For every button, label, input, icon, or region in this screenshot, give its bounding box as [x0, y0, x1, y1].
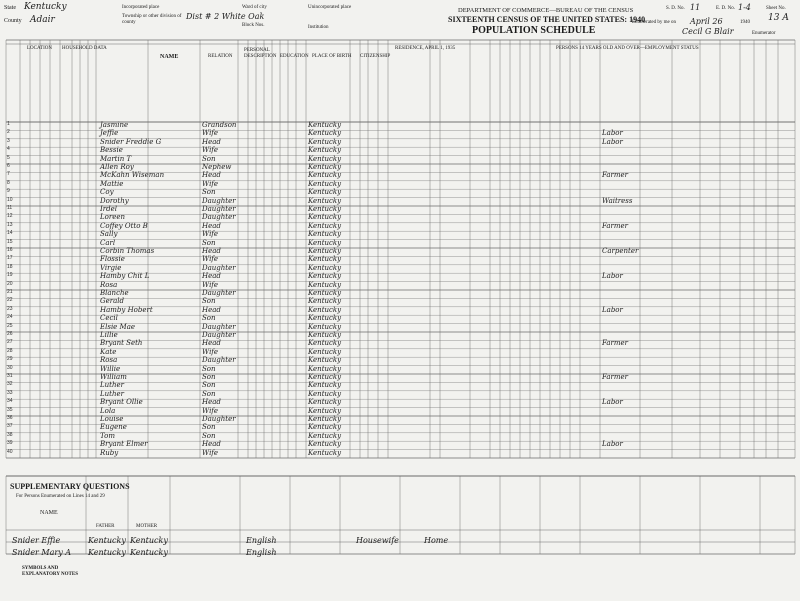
- row-number: 9: [7, 188, 10, 195]
- row-birthplace: Kentucky: [308, 179, 342, 188]
- row-birthplace: Kentucky: [308, 314, 342, 323]
- row-birthplace: Kentucky: [308, 398, 342, 407]
- row-name: Tom: [100, 431, 115, 440]
- row-relation: Daughter: [202, 263, 236, 272]
- row-birthplace: Kentucky: [308, 238, 342, 247]
- symbols-label: SYMBOLS AND EXPLANATORY NOTES: [22, 566, 78, 577]
- name-heading: NAME: [160, 54, 179, 60]
- row-number: 22: [7, 297, 13, 304]
- row-name: Bryant Ollie: [100, 398, 143, 407]
- supp-row-1-name: Snider Effie: [12, 536, 61, 545]
- sheet-label: Sheet No.: [766, 6, 786, 11]
- row-name: Bessie: [100, 146, 123, 155]
- row-relation: Wife: [202, 129, 219, 138]
- row-name: Cecil: [100, 314, 118, 323]
- row-number: 5: [7, 154, 10, 161]
- row-name: Lola: [100, 406, 116, 415]
- enumerated-date: April 26: [690, 17, 723, 26]
- state-value: Kentucky: [24, 2, 67, 12]
- sd-label: S. D. No.: [666, 6, 685, 11]
- row-relation: Son: [202, 423, 216, 432]
- row-relation: Head: [202, 137, 221, 146]
- row-relation: Head: [202, 221, 221, 230]
- supp-row-2-mother: Kentucky: [130, 548, 168, 557]
- row-number: 19: [7, 272, 13, 279]
- row-name: Jeffie: [100, 129, 119, 138]
- row-occupation: Farmer: [602, 373, 629, 381]
- row-name: Hamby Chit L: [100, 272, 150, 281]
- row-birthplace: Kentucky: [308, 406, 342, 415]
- row-relation: Head: [202, 247, 221, 255]
- row-birthplace: Kentucky: [308, 154, 342, 163]
- row-number: 38: [7, 431, 13, 438]
- row-relation: Son: [202, 381, 216, 390]
- row-number: 15: [7, 238, 13, 245]
- row-number: 1: [7, 121, 10, 127]
- census-year: 1940: [740, 20, 750, 25]
- supp-row-1-language: English: [246, 536, 277, 545]
- row-birthplace: Kentucky: [308, 440, 342, 449]
- supplementary-title: SUPPLEMENTARY QUESTIONS: [10, 482, 130, 491]
- row-name: Martin T: [100, 154, 132, 163]
- supp-mother-column: MOTHER: [136, 524, 158, 529]
- row-birthplace: Kentucky: [308, 255, 342, 264]
- row-relation: Son: [202, 431, 216, 440]
- row-relation: Wife: [202, 448, 219, 457]
- supp-row-2-father: Kentucky: [88, 548, 126, 557]
- row-birthplace: Kentucky: [308, 381, 342, 390]
- birthplace-heading: PLACE OF BIRTH: [312, 54, 352, 59]
- row-number: 34: [7, 398, 13, 405]
- row-relation: Wife: [202, 179, 219, 188]
- row-name: McKahn Wiseman: [100, 171, 165, 180]
- row-number: 14: [7, 230, 13, 237]
- row-name: Blanche: [100, 289, 129, 297]
- state-label: State: [4, 5, 16, 11]
- row-name: Coy: [100, 188, 114, 197]
- row-relation: Daughter: [202, 213, 236, 222]
- row-name: Eugene: [100, 423, 127, 432]
- ward-label: Ward of city: [242, 5, 267, 10]
- county-label: County: [4, 18, 22, 24]
- row-relation: Son: [202, 314, 216, 323]
- row-birthplace: Kentucky: [308, 205, 342, 213]
- row-birthplace: Kentucky: [308, 339, 342, 348]
- row-relation: Wife: [202, 406, 219, 415]
- row-birthplace: Kentucky: [308, 297, 342, 306]
- supp-row-1-occupation: Housewife: [356, 536, 399, 545]
- row-number: 11: [7, 205, 13, 211]
- row-name: Bryant Elmer: [100, 440, 148, 449]
- row-number: 36: [7, 415, 13, 421]
- row-relation: Head: [202, 398, 221, 407]
- row-relation: Son: [202, 188, 216, 197]
- personal-heading: PERSONAL DESCRIPTION: [244, 48, 277, 59]
- row-number: 16: [7, 247, 13, 253]
- row-relation: Wife: [202, 280, 219, 289]
- row-name: Virgie: [100, 263, 122, 272]
- row-relation: Wife: [202, 230, 219, 239]
- row-name: Carl: [100, 238, 116, 247]
- row-name: Kate: [100, 347, 117, 356]
- row-relation: Head: [202, 272, 221, 281]
- row-birthplace: Kentucky: [308, 196, 342, 205]
- row-occupation: Farmer: [602, 339, 629, 348]
- row-birthplace: Kentucky: [308, 272, 342, 281]
- township-value: Dist # 2 White Oak: [186, 12, 265, 21]
- row-number: 7: [7, 171, 10, 178]
- row-name: Irdel: [100, 205, 117, 213]
- ed-value: 1-4: [738, 3, 751, 12]
- row-name: Elsie Mae: [100, 322, 136, 331]
- row-occupation: Farmer: [602, 171, 629, 180]
- row-birthplace: Kentucky: [308, 163, 342, 171]
- row-name: Willie: [100, 364, 121, 373]
- row-birthplace: Kentucky: [308, 146, 342, 155]
- row-number: 3: [7, 137, 10, 144]
- row-relation: Daughter: [202, 356, 236, 365]
- enumerator-label: Enumerator: [752, 31, 776, 36]
- row-relation: Son: [202, 154, 216, 163]
- census-title: SIXTEENTH CENSUS OF THE UNITED STATES: 1940: [448, 15, 646, 24]
- row-name: Louise: [100, 415, 124, 423]
- row-relation: Head: [202, 339, 221, 348]
- row-name: Mattie: [100, 179, 124, 188]
- row-number: 17: [7, 255, 13, 262]
- row-name: Sally: [100, 230, 118, 239]
- row-number: 27: [7, 339, 13, 346]
- row-relation: Wife: [202, 255, 219, 264]
- row-number: 32: [7, 381, 13, 388]
- row-relation: Daughter: [202, 331, 236, 339]
- row-birthplace: Kentucky: [308, 129, 342, 138]
- location-heading: LOCATION: [27, 46, 52, 51]
- row-number: 31: [7, 373, 13, 379]
- sd-value: 11: [690, 3, 701, 12]
- block-label: Block Nos.: [242, 23, 265, 28]
- ed-label: E. D. No.: [716, 6, 736, 11]
- row-relation: Grandson: [202, 121, 237, 129]
- institution-label: Institution: [308, 25, 329, 30]
- enumerated-label: Enumerated by me on: [632, 20, 677, 25]
- row-name: Allen Roy: [100, 163, 134, 171]
- row-name: Dorothy: [100, 196, 129, 205]
- row-relation: Nephew: [202, 163, 232, 171]
- supp-row-1-work: Home: [424, 536, 449, 545]
- row-occupation: Labor: [602, 137, 623, 146]
- row-relation: Daughter: [202, 205, 236, 213]
- row-relation: Son: [202, 238, 216, 247]
- row-relation: Daughter: [202, 322, 236, 331]
- row-number: 25: [7, 322, 13, 329]
- row-number: 20: [7, 280, 13, 287]
- row-name: Rosa: [100, 356, 118, 365]
- row-number: 18: [7, 263, 13, 270]
- supp-row-1-father: Kentucky: [88, 536, 126, 545]
- row-number: 37: [7, 423, 13, 430]
- row-occupation: Farmer: [602, 221, 629, 230]
- row-number: 21: [7, 289, 13, 295]
- row-birthplace: Kentucky: [308, 305, 342, 314]
- township-label: Township or other division of county: [122, 14, 182, 25]
- row-name: Loreen: [100, 213, 126, 222]
- row-birthplace: Kentucky: [308, 263, 342, 272]
- row-name: Gerald: [100, 297, 124, 306]
- supp-row-1-mother: Kentucky: [130, 536, 168, 545]
- row-occupation: Carpenter: [602, 247, 639, 255]
- row-occupation: Labor: [602, 272, 623, 281]
- row-name: Snider Freddie G: [100, 137, 162, 146]
- sheet-value: 13 A: [768, 13, 789, 23]
- row-birthplace: Kentucky: [308, 289, 342, 297]
- row-occupation: Labor: [602, 129, 623, 138]
- row-relation: Son: [202, 297, 216, 306]
- row-name: Luther: [100, 381, 124, 390]
- row-birthplace: Kentucky: [308, 121, 342, 129]
- supp-father-column: FATHER: [96, 524, 115, 529]
- household-heading: HOUSEHOLD DATA: [62, 46, 107, 51]
- row-relation: Wife: [202, 347, 219, 356]
- row-occupation: Waitress: [602, 196, 633, 205]
- row-birthplace: Kentucky: [308, 364, 342, 373]
- row-name: Rosa: [100, 280, 118, 289]
- row-birthplace: Kentucky: [308, 280, 342, 289]
- supp-name-column: NAME: [40, 510, 58, 516]
- row-occupation: Labor: [602, 440, 623, 449]
- row-birthplace: Kentucky: [308, 171, 342, 180]
- row-birthplace: Kentucky: [308, 347, 342, 356]
- row-name: Coffey Otto B: [100, 221, 148, 230]
- row-name: Hamby Hobert: [100, 305, 153, 314]
- row-relation: Daughter: [202, 415, 236, 423]
- row-birthplace: Kentucky: [308, 221, 342, 230]
- row-relation: Head: [202, 305, 221, 314]
- row-birthplace: Kentucky: [308, 137, 342, 146]
- education-heading: EDUCATION: [280, 54, 309, 59]
- row-birthplace: Kentucky: [308, 448, 342, 457]
- incorporated-label: Incorporated place: [122, 5, 160, 10]
- row-name: Jasmine: [100, 121, 129, 129]
- row-number: 2: [7, 129, 10, 136]
- row-number: 12: [7, 213, 13, 220]
- row-birthplace: Kentucky: [308, 431, 342, 440]
- row-birthplace: Kentucky: [308, 213, 342, 222]
- row-number: 39: [7, 440, 13, 447]
- row-name: Luther: [100, 389, 124, 398]
- employment-heading: PERSONS 14 YEARS OLD AND OVER—EMPLOYMENT STATUS: [556, 46, 699, 51]
- department-title: DEPARTMENT OF COMMERCE—BUREAU OF THE CENSUS: [458, 7, 634, 14]
- supplementary-subtitle: For Persons Enumerated on Lines 14 and 29: [16, 494, 105, 499]
- row-number: 23: [7, 305, 13, 312]
- row-birthplace: Kentucky: [308, 423, 342, 432]
- row-birthplace: Kentucky: [308, 188, 342, 197]
- supp-row-2-name: Snider Mary A: [12, 548, 72, 557]
- row-relation: Son: [202, 373, 216, 381]
- row-relation: Son: [202, 364, 216, 373]
- unincorporated-label: Unincorporated place: [308, 5, 352, 10]
- row-birthplace: Kentucky: [308, 415, 342, 423]
- row-birthplace: Kentucky: [308, 322, 342, 331]
- row-name: Corbin Thomas: [100, 247, 155, 255]
- row-birthplace: Kentucky: [308, 230, 342, 239]
- row-name: Bryant Seth: [100, 339, 143, 348]
- schedule-title: POPULATION SCHEDULE: [472, 25, 596, 36]
- row-name: Ruby: [100, 448, 119, 457]
- citizenship-heading: CITIZENSHIP: [360, 54, 391, 59]
- residence-heading: RESIDENCE, APRIL 1, 1935: [395, 46, 456, 51]
- row-name: William: [100, 373, 127, 381]
- row-number: 6: [7, 163, 10, 169]
- row-name: Flossie: [100, 255, 125, 264]
- row-number: 13: [7, 221, 13, 228]
- row-number: 29: [7, 356, 13, 363]
- row-birthplace: Kentucky: [308, 356, 342, 365]
- row-relation: Wife: [202, 146, 219, 155]
- row-occupation: Labor: [602, 398, 623, 407]
- row-relation: Daughter: [202, 289, 236, 297]
- county-value: Adair: [30, 15, 55, 25]
- row-relation: Head: [202, 171, 221, 180]
- row-number: 10: [7, 196, 13, 203]
- row-number: 28: [7, 347, 13, 354]
- row-number: 30: [7, 364, 13, 371]
- row-number: 33: [7, 389, 13, 396]
- row-number: 26: [7, 331, 13, 337]
- supp-row-2-language: English: [246, 548, 277, 557]
- row-birthplace: Kentucky: [308, 389, 342, 398]
- row-relation: Head: [202, 440, 221, 449]
- relation-heading: RELATION: [208, 54, 233, 59]
- row-occupation: Labor: [602, 305, 623, 314]
- row-relation: Daughter: [202, 196, 236, 205]
- row-number: 35: [7, 406, 13, 413]
- row-birthplace: Kentucky: [308, 247, 342, 255]
- row-number: 8: [7, 179, 10, 186]
- row-name: Lillie: [100, 331, 118, 339]
- row-number: 24: [7, 314, 13, 321]
- row-number: 40: [7, 448, 13, 455]
- row-birthplace: Kentucky: [308, 373, 342, 381]
- row-number: 4: [7, 146, 10, 153]
- row-relation: Son: [202, 389, 216, 398]
- row-birthplace: Kentucky: [308, 331, 342, 339]
- enumerator-name: Cecil G Blair: [682, 27, 734, 36]
